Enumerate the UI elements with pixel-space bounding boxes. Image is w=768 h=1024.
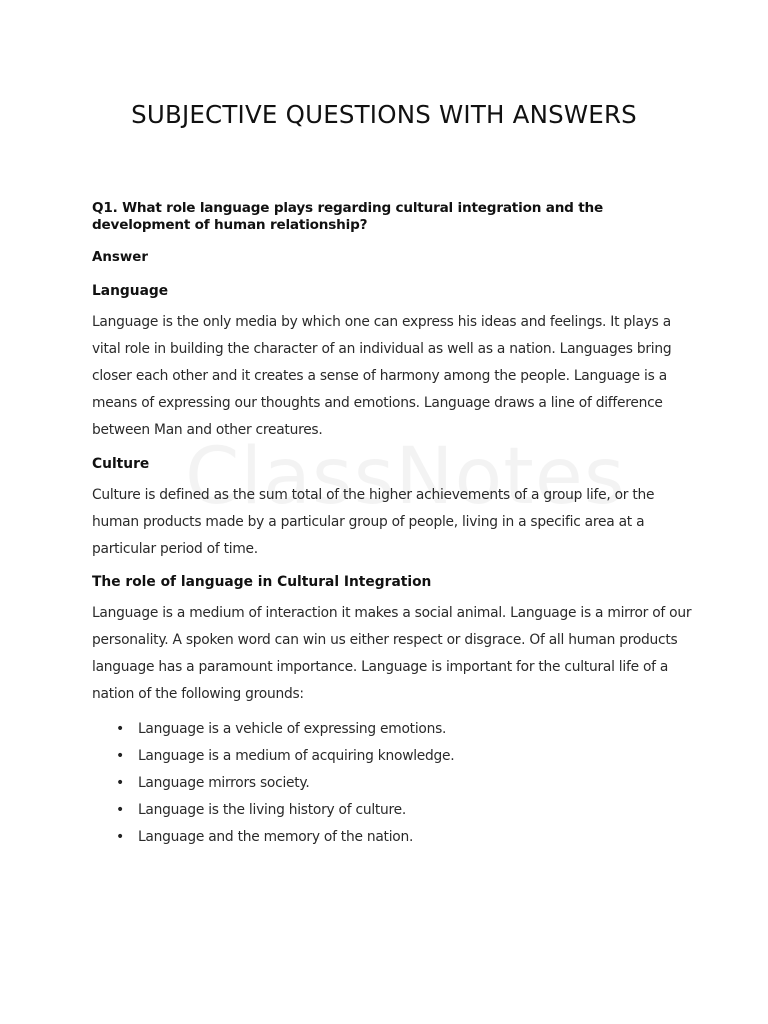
list-item — [92, 716, 692, 743]
page-title: SUBJECTIVE QUESTIONS WITH ANSWERS — [131, 100, 637, 129]
question-text: Q1. What role language plays regarding cultural integration and the development of human relationship? — [92, 200, 604, 233]
bullet-icon: • — [116, 775, 125, 791]
list-item — [92, 743, 692, 770]
section-text-culture: Culture is defined as the sum total of the higher achievements of a group life, or the human products made by a particular group of people, living in a specific area at a particular period of time. — [92, 487, 655, 557]
list-item — [92, 770, 692, 797]
list-item-text: Language mirrors society. — [138, 775, 310, 791]
section-heading-culture: Culture — [92, 456, 150, 472]
bullet-icon: • — [116, 829, 125, 845]
section-text-role: Language is a medium of interaction it makes a social animal. Language is a mirror of our personality. A spoken word can win us either respect or disgrace. Of all human products language has a paramount importance. Language is important for the cultural life of a nation of the following grounds: — [92, 605, 692, 702]
bullet-icon: • — [116, 721, 125, 737]
list-item-text: Language and the memory of the nation. — [138, 829, 414, 845]
answer-label: Answer — [92, 250, 148, 265]
bullet-icon: • — [116, 748, 125, 764]
list-item — [92, 824, 692, 851]
section-heading-language: Language — [92, 283, 169, 299]
list-item — [92, 797, 692, 824]
bullet-icon: • — [116, 802, 125, 818]
bullet-list — [92, 716, 692, 851]
document-body — [92, 200, 692, 851]
section-heading-role: The role of language in Cultural Integration — [92, 574, 432, 590]
section-text-language: Language is the only media by which one can express his ideas and feelings. It plays a vital role in building the character of an individual as well as a nation. Languages bring closer each other and it creates a sense of harmony among the people. Language is a means of expressing our thoughts and emotions. Language draws a line of difference between Man and other creatures. — [92, 314, 672, 438]
list-item-text: Language is a vehicle of expressing emotions. — [138, 721, 447, 737]
list-item-text: Language is a medium of acquiring knowledge. — [138, 748, 455, 764]
list-item-text: Language is the living history of culture. — [138, 802, 407, 818]
